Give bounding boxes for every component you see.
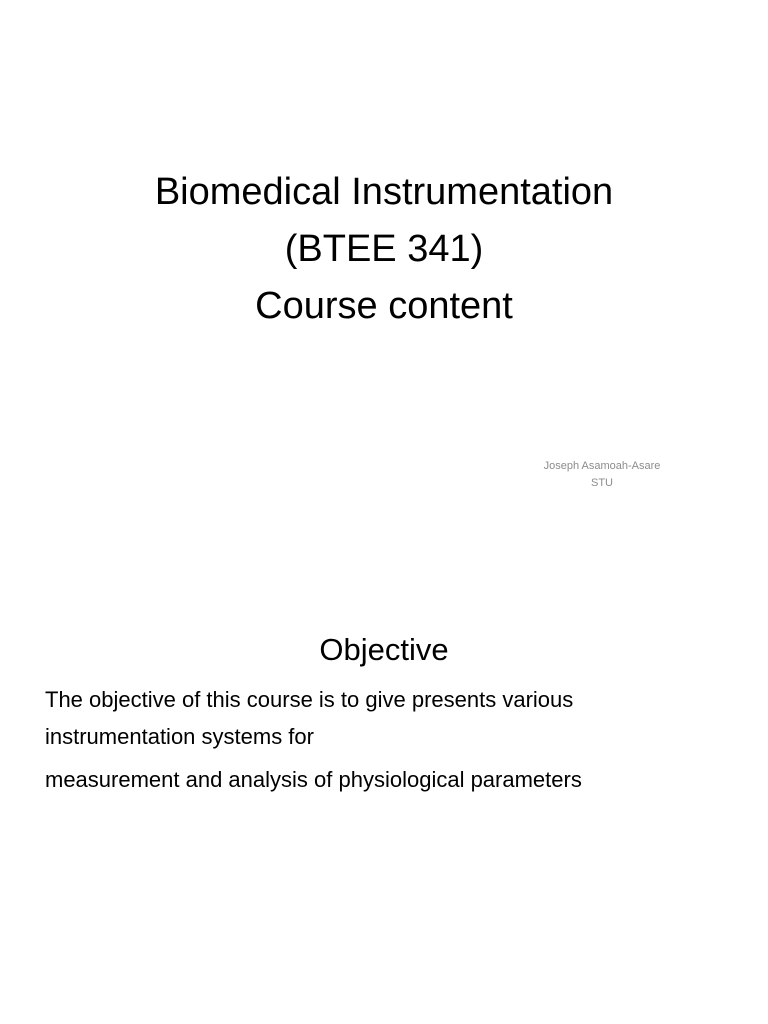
title-line-course-name: Biomedical Instrumentation	[154, 171, 614, 213]
author-name: Joseph Asamoah-Asare	[543, 460, 661, 472]
title-line-course-code: (BTEE 341)	[284, 228, 484, 270]
objective-body	[45, 681, 745, 798]
objective-line: instrumentation systems for	[45, 724, 314, 749]
objective-slide	[0, 576, 768, 1024]
objective-line: measurement and analysis of physiological parameters	[45, 767, 582, 792]
slide-title	[0, 164, 768, 335]
title-line-subtitle: Course content	[255, 285, 513, 327]
author-affiliation: STU	[591, 477, 613, 489]
objective-line: The objective of this course is to give presents various	[45, 687, 574, 712]
author-credit	[520, 458, 684, 492]
objective-heading: Objective	[319, 632, 449, 667]
